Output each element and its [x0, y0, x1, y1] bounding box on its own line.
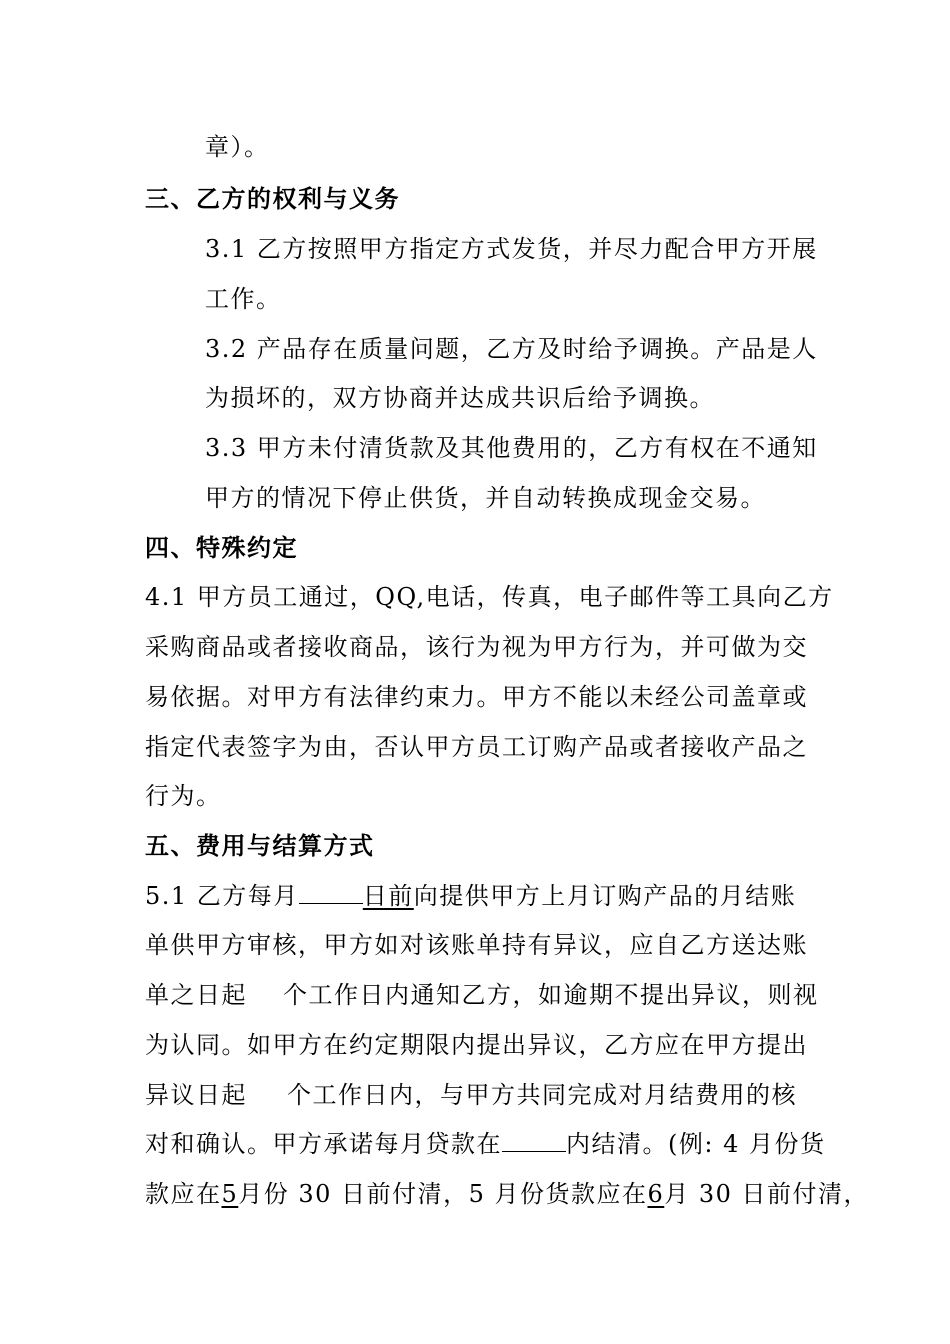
text-line: 3.1 乙方按照甲方指定方式发货，并尽力配合甲方开展 [205, 235, 818, 263]
text-segment: 向提供甲方上月订购产品的月结账 [413, 882, 797, 910]
text-line: 工作。 [205, 285, 282, 313]
section-4-heading: 四、特殊约定 [145, 533, 298, 562]
text-line: 为认同。如甲方在约定期限内提出异议，乙方应在甲方提出 [145, 1031, 808, 1059]
text-line: 3.2 产品存在质量问题，乙方及时给予调换。产品是人 [205, 335, 818, 363]
underlined-month: 6 [647, 1180, 665, 1208]
text-line: 指定代表签字为由，否认甲方员工订购产品或者接收产品之 [145, 733, 808, 761]
text-line: 章）。 [205, 133, 270, 161]
text-line [145, 1179, 869, 1209]
text-line: 采购商品或者接收商品，该行为视为甲方行为，并可做为交 [145, 633, 808, 661]
section-5-heading: 五、费用与结算方式 [145, 831, 375, 860]
text-segment: 对和确认。甲方承诺每月贷款在 [145, 1130, 502, 1158]
text-segment: 5.1 乙方每月 [145, 882, 299, 910]
text-line: 单供甲方审核，甲方如对该账单持有异议，应自乙方送达账 [145, 931, 808, 959]
text-segment: 款应在 [145, 1180, 222, 1208]
text-segment: 个工作日内通知乙方，如逾期不提出异议，则视 [283, 981, 819, 1009]
fill-blank[interactable] [502, 1129, 566, 1152]
text-line [145, 980, 819, 1010]
text-segment: 个工作日内，与甲方共同完成对月结费用的核 [287, 1081, 797, 1109]
text-segment: 月 30 日前付清， [664, 1180, 870, 1208]
text-line: 3.3 甲方未付清货款及其他费用的，乙方有权在不通知 [205, 434, 818, 462]
text-segment: 内结清。(例: 4 月份货 [566, 1130, 826, 1158]
text-segment: 月份 30 日前付清，5 月份货款应在 [238, 1180, 648, 1208]
text-line [145, 881, 796, 911]
text-line [145, 1080, 797, 1110]
fill-blank[interactable] [299, 881, 363, 904]
text-line: 甲方的情况下停止供货，并自动转换成现金交易。 [205, 484, 766, 512]
text-line: 易依据。对甲方有法律约束力。甲方不能以未经公司盖章或 [145, 683, 808, 711]
text-line: 4.1 甲方员工通过，QQ,电话，传真，电子邮件等工具向乙方 [145, 583, 834, 611]
text-segment: 单之日起 [145, 981, 247, 1009]
text-segment: 异议日起 [145, 1081, 247, 1109]
text-line: 行为。 [145, 782, 222, 810]
underlined-month: 5 [221, 1180, 239, 1208]
underlined-text: 日前 [362, 882, 414, 910]
text-line [145, 1129, 825, 1159]
section-3-heading: 三、乙方的权利与义务 [145, 184, 400, 213]
text-line: 为损坏的，双方协商并达成共识后给予调换。 [205, 384, 715, 412]
